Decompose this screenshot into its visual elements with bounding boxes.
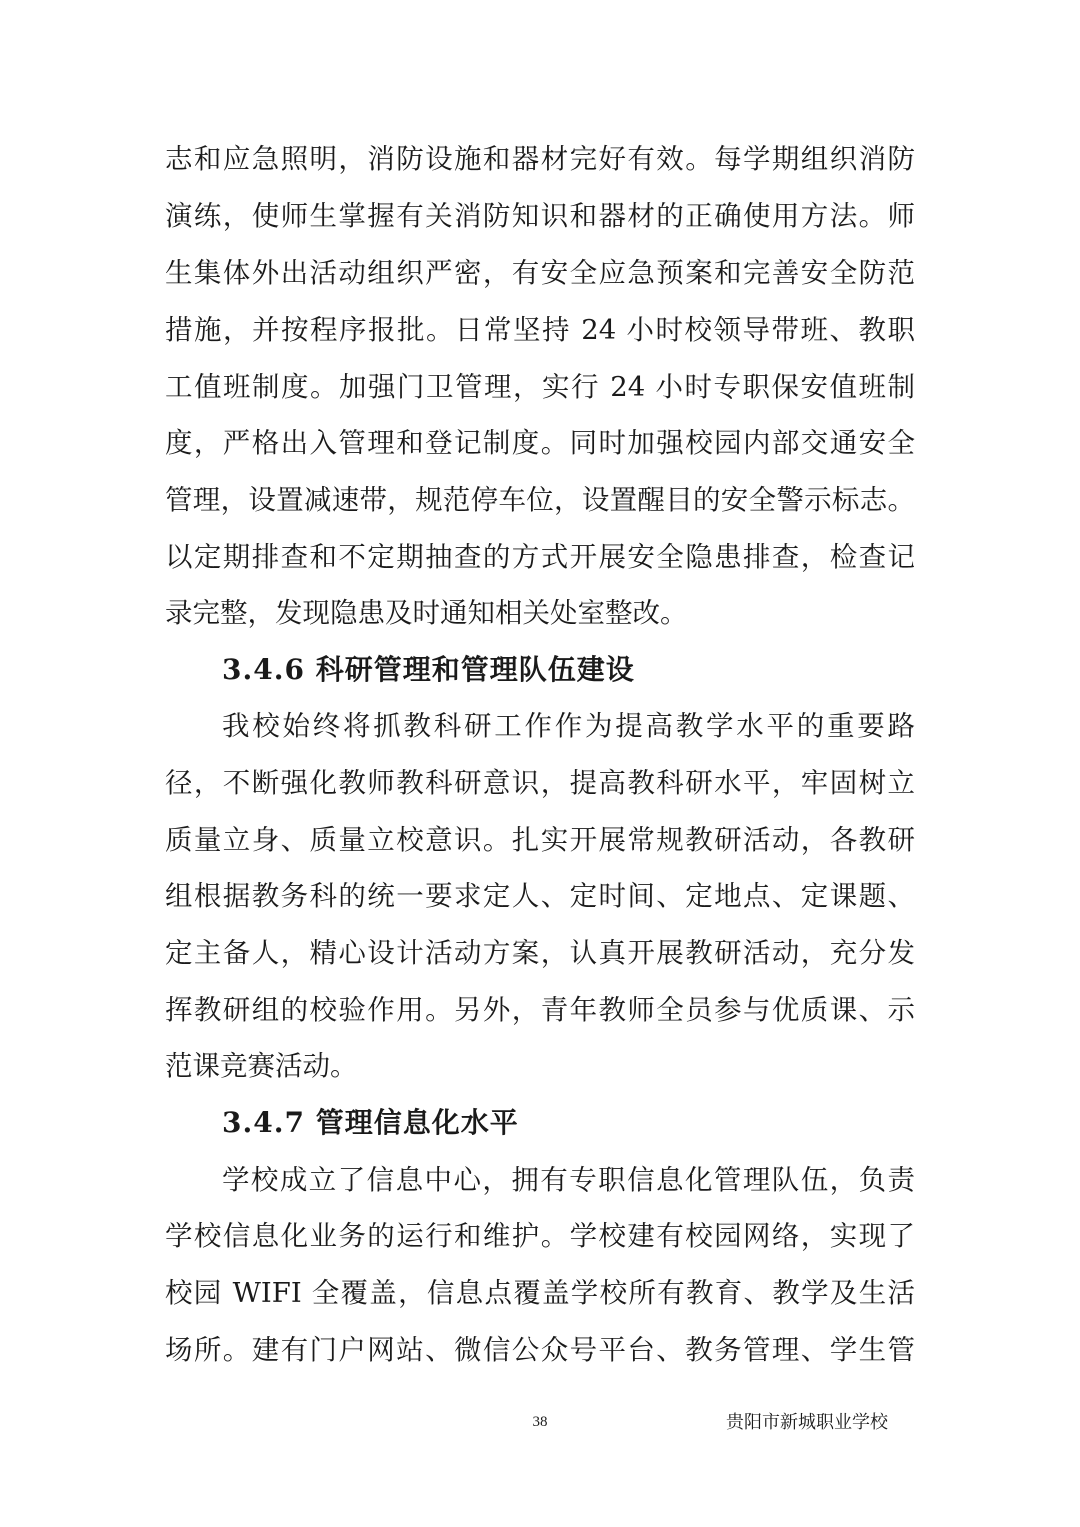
- paragraph-line: 挥教研组的校验作用。另外，青年教师全员参与优质课、示: [165, 994, 915, 1026]
- paragraph-line: 定主备人，精心设计活动方案，认真开展教研活动，充分发: [165, 937, 915, 969]
- page-number: 38: [532, 1414, 548, 1430]
- paragraph-line: 学校信息化业务的运行和维护。学校建有校园网络，实现了: [165, 1220, 915, 1252]
- paragraph-line: 范课竞赛活动。: [165, 1050, 358, 1082]
- paragraph-line: 生集体外出活动组织严密，有安全应急预案和完善安全防范: [165, 257, 915, 289]
- paragraph-line: 径，不断强化教师教科研意识，提高教科研水平，牢固树立: [165, 767, 915, 799]
- paragraph-line: 录完整，发现隐患及时通知相关处室整改。: [165, 597, 688, 629]
- section-heading-3-4-7: 3.4.7 管理信息化水平: [222, 1106, 519, 1139]
- paragraph-line: 质量立身、质量立校意识。扎实开展常规教研活动，各教研: [165, 824, 915, 856]
- paragraph-line: 工值班制度。加强门卫管理，实行 24 小时专职保安值班制: [165, 371, 915, 403]
- paragraph-line: 组根据教务科的统一要求定人、定时间、定地点、定课题、: [165, 880, 915, 912]
- paragraph-line: 度，严格出入管理和登记制度。同时加强校园内部交通安全: [165, 427, 915, 459]
- school-name-footer: 贵阳市新城职业学校: [726, 1412, 888, 1433]
- paragraph-line: 以定期排查和不定期抽查的方式开展安全隐患排查，检查记: [165, 541, 915, 573]
- paragraph-line: 我校始终将抓教科研工作作为提高教学水平的重要路: [222, 710, 915, 742]
- paragraph-line: 学校成立了信息中心，拥有专职信息化管理队伍，负责: [222, 1164, 915, 1196]
- paragraph-line: 志和应急照明，消防设施和器材完好有效。每学期组织消防: [165, 143, 915, 175]
- paragraph-line: 场所。建有门户网站、微信公众号平台、教务管理、学生管: [165, 1334, 915, 1366]
- paragraph-line: 措施，并按程序报批。日常坚持 24 小时校领导带班、教职: [165, 314, 915, 346]
- paragraph-line: 校园 WIFI 全覆盖，信息点覆盖学校所有教育、教学及生活: [165, 1277, 915, 1309]
- paragraph-line: 演练，使师生掌握有关消防知识和器材的正确使用方法。师: [165, 200, 915, 232]
- section-heading-3-4-6: 3.4.6 科研管理和管理队伍建设: [222, 653, 635, 686]
- paragraph-line: 管理，设置减速带，规范停车位，设置醒目的安全警示标志。: [165, 484, 915, 516]
